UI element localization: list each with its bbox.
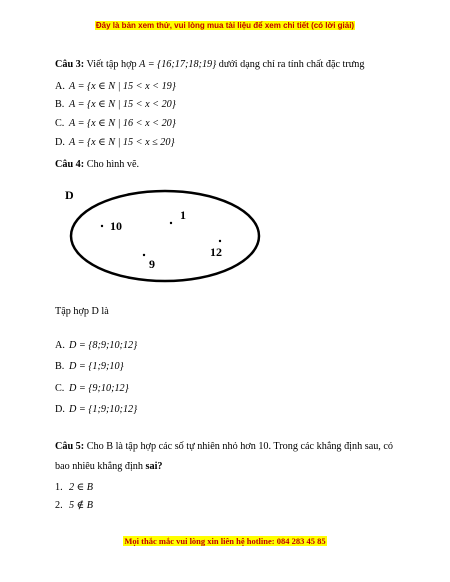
question-3-set: A = {16;17;18;19} (139, 59, 217, 70)
question-4-option-a[interactable]: A. D = {8;9;10;12} (55, 340, 138, 351)
question-4-prompt: Tập hợp D là (55, 306, 109, 317)
set-ellipse (71, 191, 259, 281)
question-3-option-b[interactable]: B. A = {x ∈ N | 15 < x < 20} (55, 99, 176, 110)
question-4-option-b[interactable]: B. D = {1;9;10} (55, 361, 124, 372)
question-4-text: Cho hình vẽ. (86, 159, 140, 170)
element-dot (101, 225, 103, 227)
question-4-label: Câu 4: (55, 159, 85, 170)
set-diagram (55, 183, 275, 283)
element-label: 12 (210, 245, 222, 259)
question-4-stem (55, 158, 139, 171)
question-3-option-d[interactable]: D. A = {x ∈ N | 15 < x ≤ 20} (55, 137, 175, 148)
element-label: 10 (110, 219, 122, 233)
venn-diagram-svg (55, 183, 275, 283)
question-5-stem (55, 440, 393, 453)
question-3-option-c[interactable]: C. A = {x ∈ N | 16 < x < 20} (55, 118, 176, 129)
question-3-text: Viết tập hợp (86, 59, 137, 70)
question-3-label: Câu 3: (55, 59, 85, 70)
element-dot (219, 240, 221, 242)
question-5-stem-2: bao nhiêu khẳng định sai? (55, 461, 163, 472)
question-3-stem (55, 58, 364, 71)
question-3-text-2: dưới dạng chỉ ra tính chất đặc trưng (218, 59, 365, 70)
question-5-item-2: 2. 5 ∉ B (55, 500, 93, 511)
element-label: 9 (149, 257, 155, 271)
preview-banner: Đây là bản xem thử, vui lòng mua tài liệu để xem chi tiết (có lời giải) (95, 21, 355, 30)
question-3-option-a[interactable]: A. A = {x ∈ N | 15 < x < 19} (55, 81, 176, 92)
question-5-text: Cho B là tập hợp các số tự nhiên nhỏ hơn 10. Trong các khẳng định sau, có (86, 441, 394, 452)
set-name-label: D (65, 188, 74, 202)
emphasis-wrong: sai? (145, 461, 163, 472)
element-dot (170, 222, 172, 224)
element-label: 1 (180, 208, 186, 222)
question-4-option-c[interactable]: C. D = {9;10;12} (55, 383, 129, 394)
question-4-option-d[interactable]: D. D = {1;9;10;12} (55, 404, 138, 415)
question-5-label: Câu 5: (55, 441, 85, 452)
question-5-item-1: 1. 2 ∈ B (55, 482, 93, 493)
hotline-footer: Mọi thắc mắc vui lòng xin liên hệ hotline: 084 283 45 85 (124, 536, 326, 546)
element-dot (143, 254, 145, 256)
